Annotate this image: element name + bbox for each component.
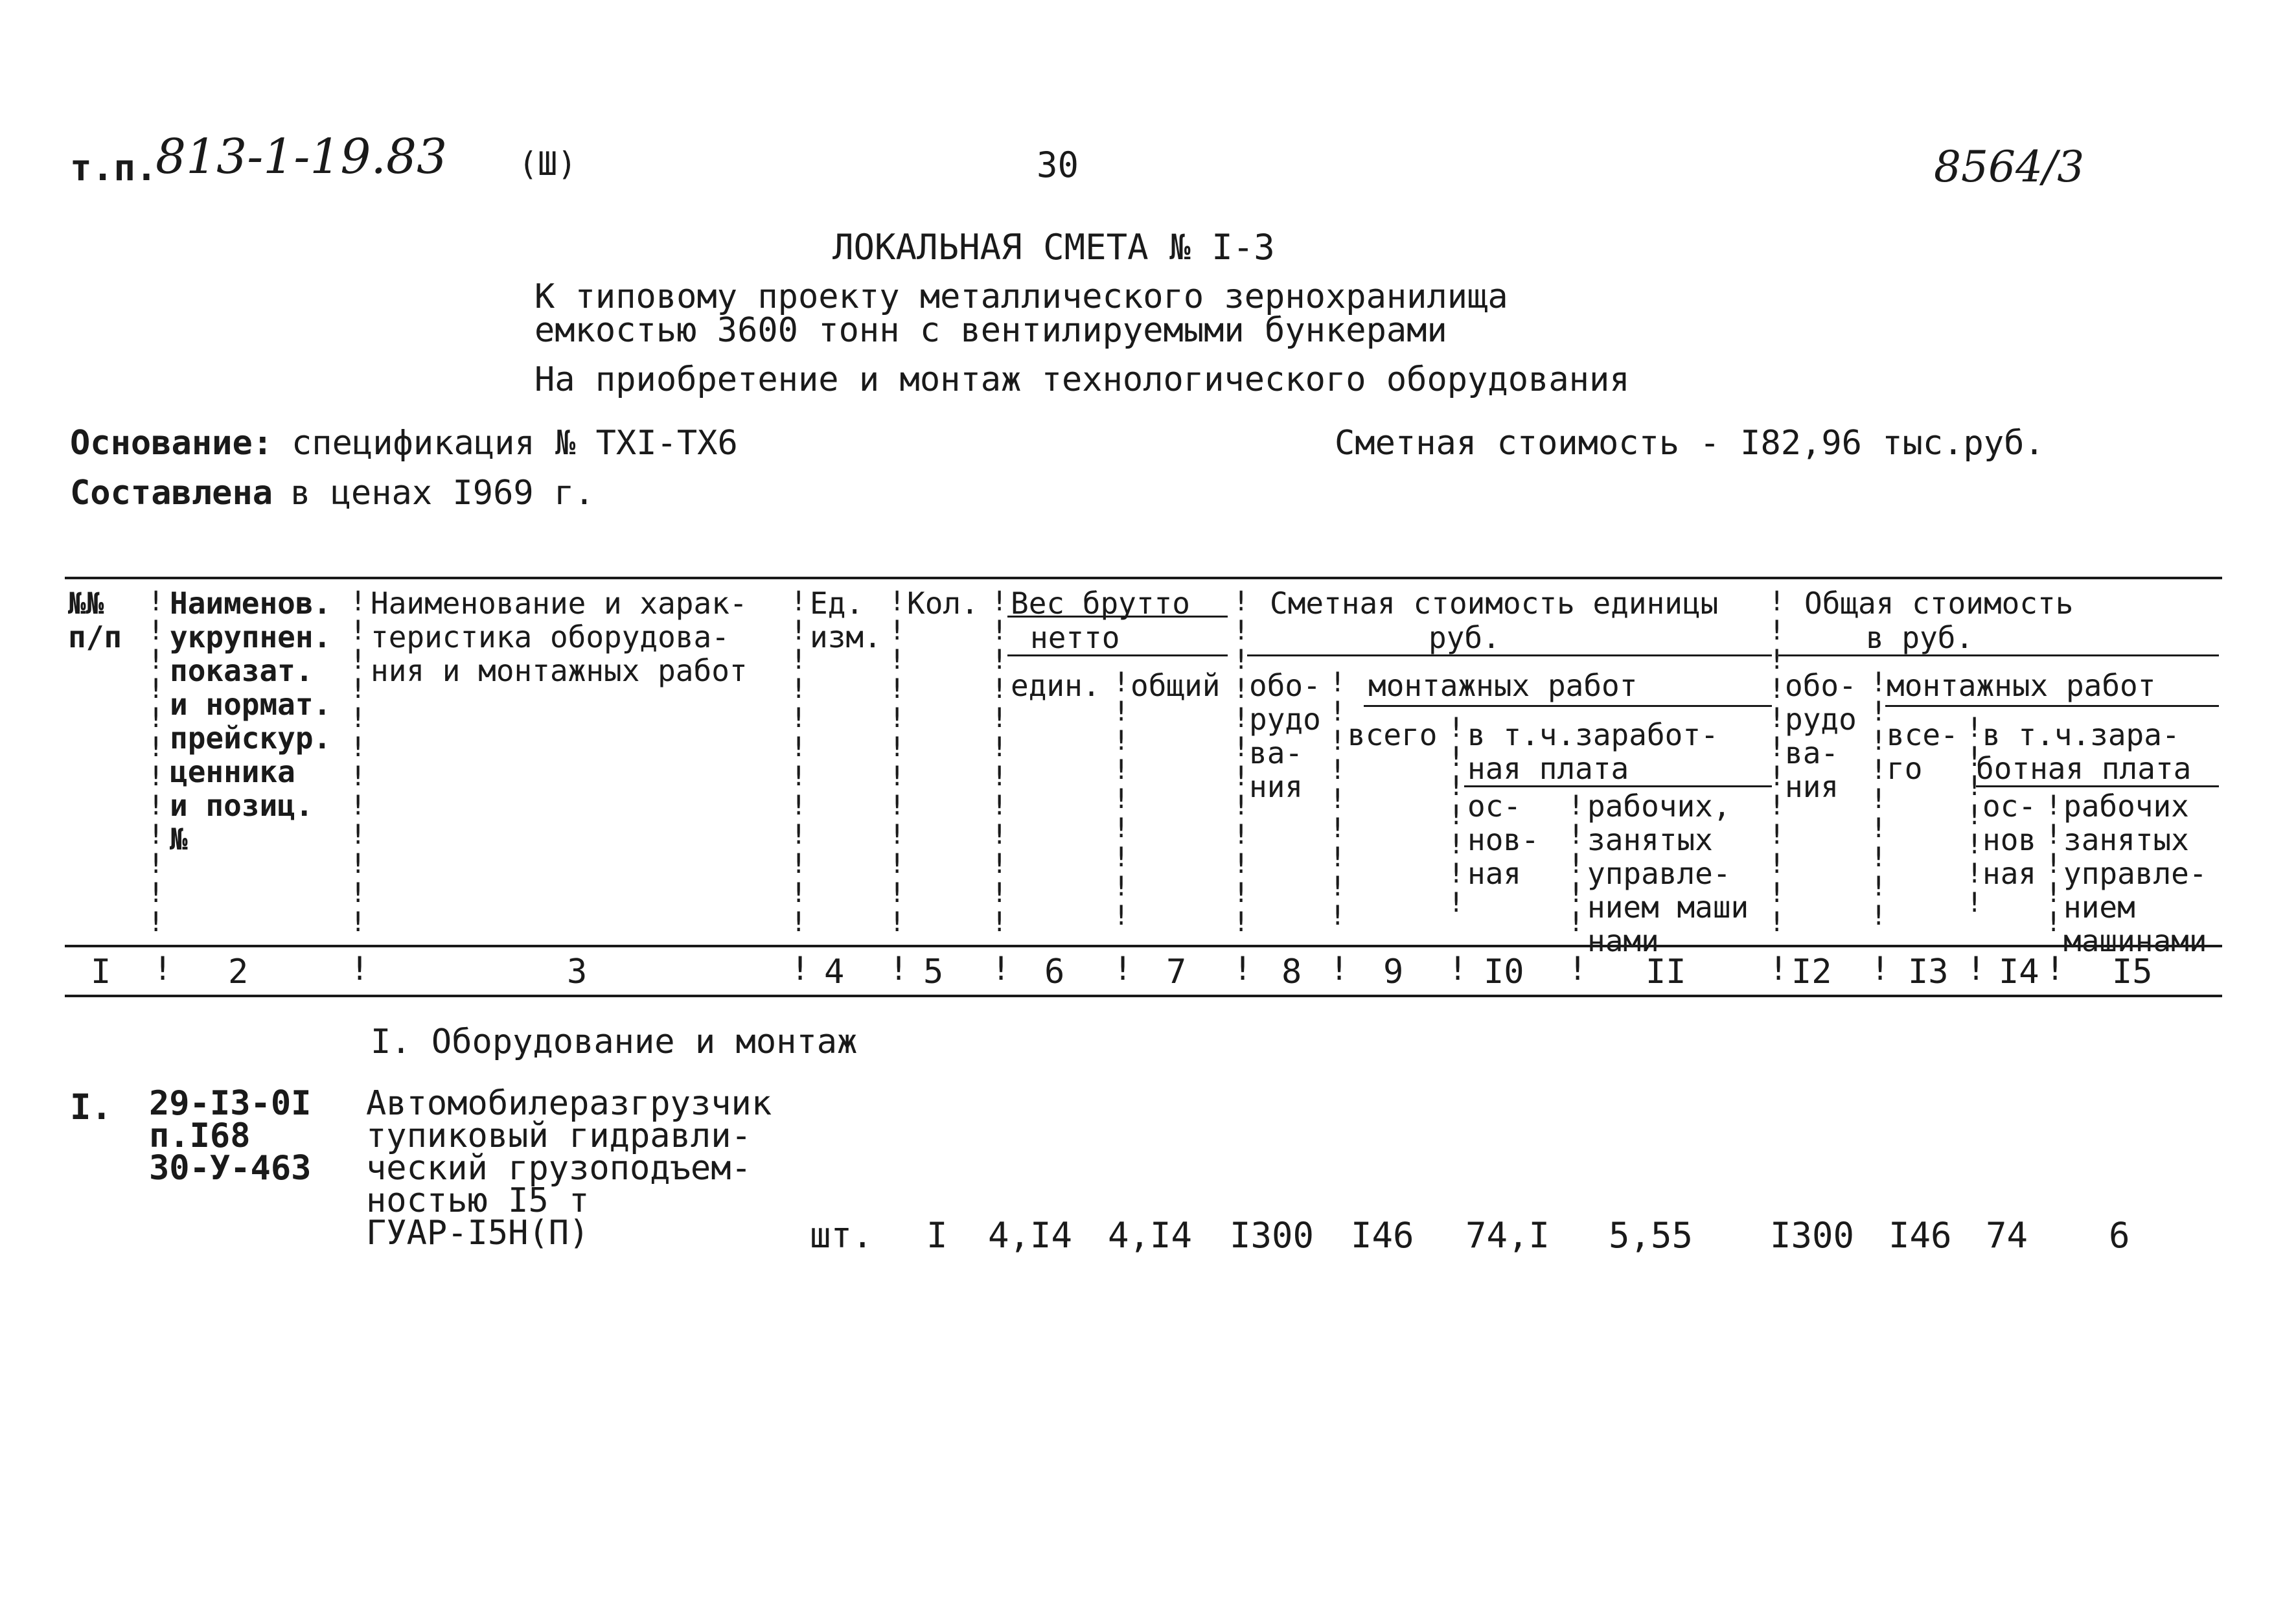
column-separator: ! ! ! ! ! (2045, 789, 2062, 938)
basis-label: Основание: (70, 424, 273, 463)
header-col-1: №№ п/п (68, 586, 122, 654)
header-col-12: обо- рудо ва- ния (1785, 668, 1857, 804)
column-number: 4 (824, 953, 845, 991)
header-unit-mount: монтажных работ (1368, 668, 1638, 703)
row-wage-machine-total: 6 (2109, 1215, 2130, 1256)
estimate-title: ЛОКАЛЬНАЯ СМЕТА № I-3 (832, 227, 1275, 268)
header-unit-wage-2: ная плата (1467, 751, 1629, 786)
header-col-8: обо- рудо ва- ния (1249, 668, 1321, 804)
subtitle-line-3: На приобретение и монтаж технологического оборудования (534, 360, 1630, 399)
header-col-2: Наименов. укрупнен. показат. и нормат. прейскур. ценника и позиц. № (170, 586, 332, 857)
document-number: 8564/3 (1934, 142, 2085, 192)
column-separator: ! ! ! ! ! (1568, 789, 1585, 938)
header-unit-cost: Сметная стоимость единицы (1270, 586, 1719, 621)
row-wage-basic: 74,I (1465, 1215, 1550, 1256)
column-separator: ! ! ! ! ! ! ! ! ! ! ! ! (790, 585, 807, 938)
compiled-value: в ценах I969 г. (290, 474, 595, 513)
column-separator: ! ! ! ! ! ! ! ! ! ! ! ! (148, 585, 165, 938)
estimated-cost: Сметная стоимость - I82,96 тыс.руб. (1335, 424, 2045, 463)
project-code: 813-1-19.83 (155, 129, 448, 185)
row-weight-total: 4,I4 (1108, 1215, 1193, 1256)
numbers-bottom-rule (65, 995, 2222, 997)
column-number: 2 (228, 953, 249, 991)
column-number: 7 (1166, 953, 1187, 991)
column-number-separator: ! (1870, 950, 1890, 988)
section-title: I. Оборудование и монтаж (371, 1023, 858, 1061)
header-weight-net: нетто (1030, 620, 1120, 655)
row-wage-basic-total: 74 (1986, 1215, 2028, 1256)
row-quantity: I (926, 1215, 948, 1256)
basis-value: спецификация № ТХI-ТХ6 (292, 424, 738, 463)
column-separator: ! ! ! ! ! ! ! ! ! (1870, 666, 1887, 931)
header-col-13: все- го (1887, 717, 1958, 786)
project-prefix: т.п. (70, 147, 157, 189)
row-mount-unit-cost: I46 (1351, 1215, 1414, 1256)
column-number: 6 (1044, 953, 1065, 991)
column-number: 3 (567, 953, 588, 991)
row-codes: 29-I3-0I п.I68 30-У-463 (149, 1084, 312, 1188)
unit-mount-rule (1364, 705, 1772, 707)
header-total-wage: в т.ч.зара- (1982, 717, 2180, 752)
column-number: I5 (2112, 953, 2153, 991)
row-equipment-unit-cost: I300 (1230, 1215, 1314, 1256)
column-separator: ! ! ! ! ! ! ! ! ! ! ! ! (889, 585, 906, 938)
compiled-label: Составлена (70, 474, 273, 513)
unit-cost-rule (1247, 654, 1772, 656)
column-number-separator: ! (889, 950, 909, 988)
header-col-6: един. (1011, 668, 1101, 703)
header-col-3: Наименование и харак- теристика оборудова- ния и монтажных работ (371, 586, 748, 688)
row-number: I. (70, 1087, 113, 1127)
row-equipment-name: Автомобилеразгрузчик тупиковый гидравли- ческий грузоподъем- ностью I5 т ГУАР-I5Н(П) (366, 1084, 772, 1253)
column-separator: ! ! ! ! ! ! ! ! ! (1329, 666, 1346, 931)
volume-mark: (Ш) (518, 145, 577, 183)
header-col-11: рабочих, занятых управле- нием маши нами (1587, 789, 1749, 958)
row-unit: шт. (810, 1215, 873, 1256)
column-number-separator: ! (2045, 950, 2065, 988)
column-separator: ! ! ! ! ! ! ! ! ! (1113, 666, 1130, 931)
header-unit-cost-rub: руб. (1429, 620, 1500, 655)
total-cost-rule (1778, 654, 2219, 656)
column-number: I (91, 953, 111, 991)
row-equipment-total: I300 (1770, 1215, 1855, 1256)
header-col-4: Ед. изм. (810, 586, 882, 654)
header-col-15: рабочих занятых управле- нием машинами (2063, 789, 2207, 958)
subtitle-line-2: емкостью 3600 тонн с вентилируемыми бункерами (534, 311, 1447, 350)
column-separator: ! ! ! ! ! ! ! ! ! ! ! ! (350, 585, 367, 938)
header-total-wage-2: ботная плата (1976, 751, 2192, 786)
column-number-separator: ! (1233, 950, 1253, 988)
column-number-separator: ! (350, 950, 370, 988)
row-weight-unit: 4,I4 (988, 1215, 1073, 1256)
header-unit-wage: в т.ч.заработ- (1467, 717, 1719, 752)
header-col-14: ос- нов ная (1982, 789, 2037, 891)
header-col-9: всего (1348, 717, 1438, 752)
column-number: I2 (1791, 953, 1832, 991)
column-number-separator: ! (991, 950, 1011, 988)
column-number: II (1646, 953, 1686, 991)
column-number-separator: ! (1448, 950, 1468, 988)
column-number-separator: ! (1113, 950, 1133, 988)
header-total-cost: Общая стоимость (1804, 586, 2074, 621)
row-wage-machine: 5,55 (1609, 1215, 1693, 1256)
column-number: I0 (1484, 953, 1524, 991)
column-number: I4 (1999, 953, 2039, 991)
total-mount-rule (1885, 705, 2219, 707)
header-weight-gross: Вес брутто (1011, 586, 1190, 621)
column-number-separator: ! (1966, 950, 1986, 988)
header-bottom-rule (65, 945, 2222, 947)
column-number-separator: ! (1329, 950, 1349, 988)
column-separator: ! ! ! ! ! ! ! (1966, 711, 1983, 918)
header-col-10: ос- нов- ная (1467, 789, 1539, 891)
subtitle-line-1: К типовому проекту металлического зернохранилища (534, 277, 1508, 316)
page-number: 30 (1037, 145, 1079, 185)
column-separator: ! ! ! ! ! ! ! ! ! ! ! ! (1233, 585, 1250, 938)
header-col-5: Кол. (907, 586, 979, 621)
header-total-mount: монтажных работ (1887, 668, 2156, 703)
column-number: 5 (923, 953, 944, 991)
column-number: 8 (1281, 953, 1302, 991)
column-separator: ! ! ! ! ! ! ! ! ! ! ! ! (991, 585, 1008, 938)
column-number-separator: ! (153, 950, 173, 988)
column-separator: ! ! ! ! ! ! ! ! ! ! ! ! (1769, 585, 1785, 938)
header-total-cost-rub: в руб. (1866, 620, 1974, 655)
column-number-separator: ! (1769, 950, 1789, 988)
column-number-separator: ! (1568, 950, 1588, 988)
header-col-7: общий (1131, 668, 1221, 703)
column-number: 9 (1383, 953, 1404, 991)
column-number: I3 (1908, 953, 1949, 991)
row-mount-total: I46 (1888, 1215, 1952, 1256)
column-number-separator: ! (790, 950, 810, 988)
column-separator: ! ! ! ! ! ! ! (1448, 711, 1465, 918)
table-top-rule (65, 577, 2222, 579)
